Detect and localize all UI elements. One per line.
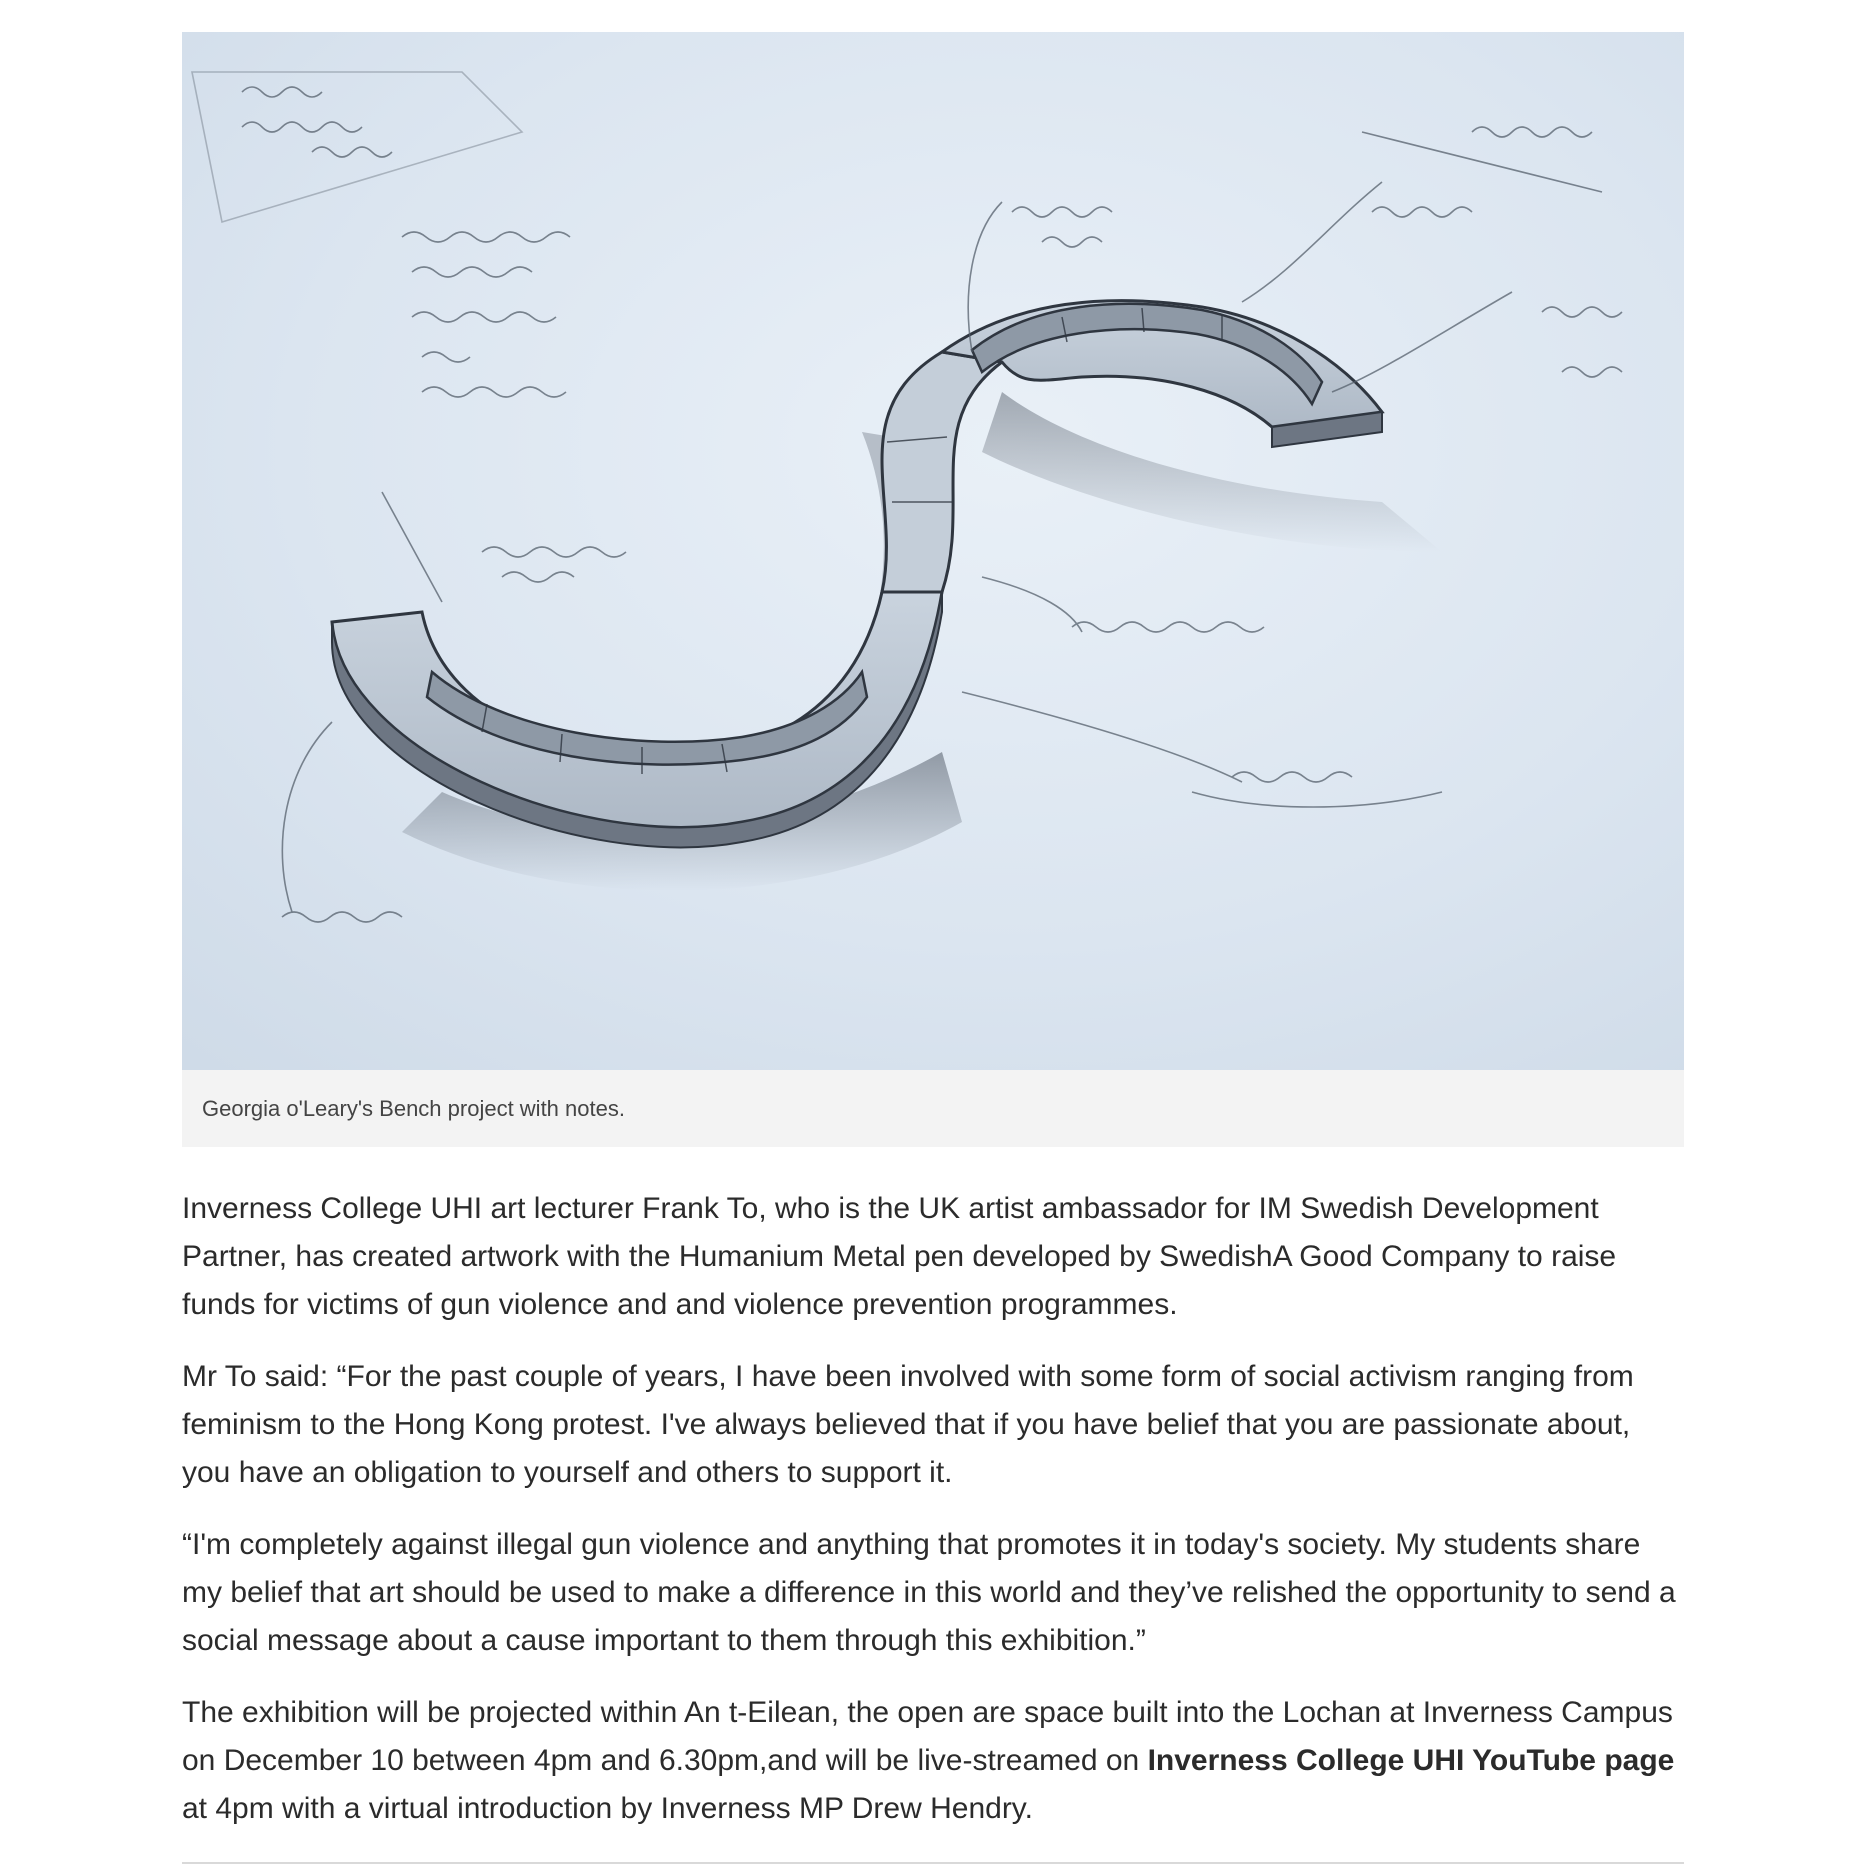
figure-caption: Georgia o'Leary's Bench project with notes. [202, 1096, 625, 1121]
exhibition-text-after-link: at 4pm with a virtual introduction by Inverness MP Drew Hendry. [182, 1792, 1033, 1825]
youtube-page-link[interactable]: Inverness College UHI YouTube page [1147, 1744, 1675, 1777]
paragraph-exhibition-details [182, 1689, 1684, 1833]
article-divider [182, 1862, 1684, 1864]
article-figure [182, 32, 1684, 1147]
bench-sketch-image [182, 32, 1684, 1070]
exhibition-text-before-link: The exhibition will be projected within An t-Eilean, the open are space built into the Lochan at Inverness Campus on December 10 between 4pm and 6.30pm,and will be live-streamed on [182, 1696, 1673, 1777]
paragraph-gun-violence-quote: “I'm completely against illegal gun violence and anything that promotes it in today's society. My students share my belief that art should be used to make a difference in this world and they’ve relished the opportunity to send a social message about a cause important to them through this exhibition.” [182, 1528, 1676, 1657]
paragraph-frank-to-intro: Inverness College UHI art lecturer Frank To, who is the UK artist ambassador for IM Swedish Development Partner, has created artwork with the Humanium Metal pen developed by SwedishA Good Company to raise funds for victims of gun violence and and violence prevention programmes. [182, 1192, 1617, 1321]
paragraph-mr-to-quote: Mr To said: “For the past couple of years, I have been involved with some form of social activism ranging from feminism to the Hong Kong protest. I've always believed that if you have belief that you are passionate about, you have an obligation to yourself and others to support it. [182, 1360, 1634, 1489]
article-body [182, 0, 1684, 1833]
